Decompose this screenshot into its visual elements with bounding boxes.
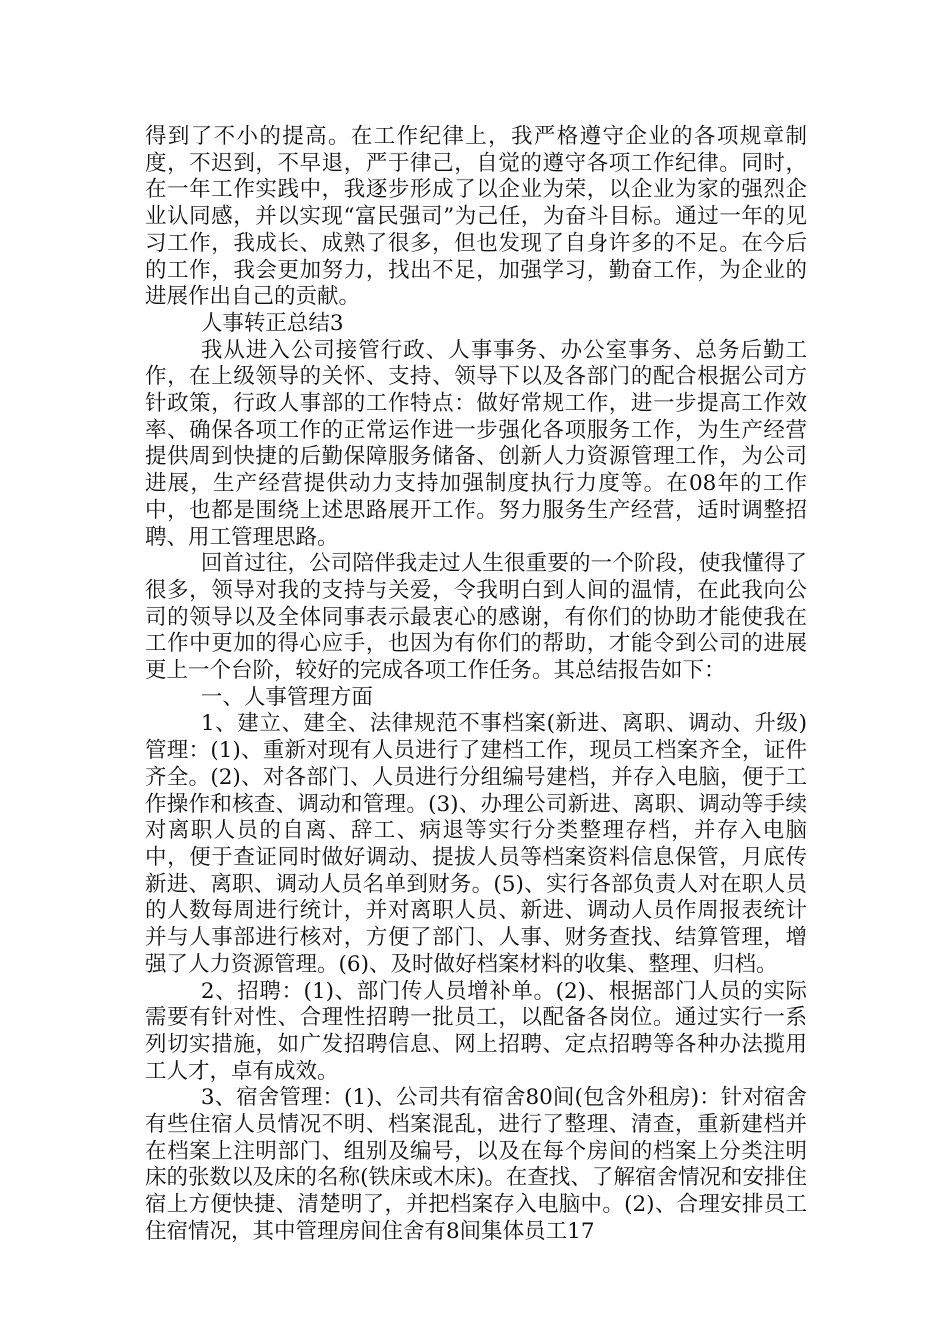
section-heading: 人事转正总结3 (200, 310, 344, 336)
paragraph-review: 回首过往，公司陪伴我走过人生很重要的一个阶段，使我懂得了很多，领导对我的支持与关爱，令我明白到人间的温情，在此我向公司的领导以及全体同事表示最衷心的感谢，有你们的协助才能使我在工作中更加的得心应手，也因为有你们的帮助，才能令到公司的进展更上一个台阶，较好的完成各项工作任务。其总结报告如下： (145, 551, 807, 684)
document-page (145, 124, 807, 1246)
paragraph-intro: 我从进入公司接管行政、人事事务、办公室事务、总务后勤工作，在上级领导的关怀、支持、领导下以及各部门的配合根据公司方针政策，行政人事部的工作特点：做好常规工作，进一步提高工作效率、确保各项工作的正常运作进一步强化各项服务工作，为生产经营提供周到快捷的后勤保障服务储备、创新人力资源管理工作，为公司进展，生产经营提供动力支持加强制度执行力度等。在08年的工作中，也都是围绕上述思路展开工作。努力服务生产经营，适时调整招聘、用工管理思路。 (145, 337, 807, 550)
paragraph-recruitment: 2、招聘：(1)、部门传人员增补单。(2)、根据部门人员的实际需要有针对性、合理性招聘一批员工，以配备各岗位。通过实行一系列切实措施，如广发招聘信息、网上招聘、定点招聘等各种办法揽用工人才，卓有成效。 (145, 978, 807, 1084)
subsection-heading: 一、人事管理方面 (200, 684, 373, 710)
paragraph-archives: 1、建立、建全、法律规范不事档案(新进、离职、调动、升级)管理：(1)、重新对现有人员进行了建档工作，现员工档案齐全，证件齐全。(2)、对各部门、人员进行分组编号建档，并存入电脑，便于工作操作和核查、调动和管理。(3)、办理公司新进、离职、调动等手续对离职人员的自离、辞工、病退等实行分类整理存档，并存入电脑中，便于查证同时做好调动、提拔人员等档案资料信息保管，月底传新进、离职、调动人员名单到财务。(5)、实行各部负责人对在职人员的人数每周进行统计，并对离职人员、新进、调动人员作周报表统计并与人事部进行核对，方便了部门、人事、财务查找、结算管理，增强了人力资源管理。(6)、及时做好档案材料的收集、整理、归档。 (145, 711, 807, 977)
paragraph-continuation: 得到了不小的提高。在工作纪律上，我严格遵守企业的各项规章制度，不迟到，不早退，严于律己，自觉的遵守各项工作纪律。同时，在一年工作实践中，我逐步形成了以企业为荣，以企业为家的强烈企业认同感，并以实现“富民强司”为己任，为奋斗目标。通过一年的见习工作，我成长、成熟了很多，但也发现了自身许多的不足。在今后的工作，我会更加努力，找出不足，加强学习，勤奋工作，为企业的进展作出自己的贡献。 (145, 124, 807, 310)
paragraph-dormitory: 3、宿舍管理：(1)、公司共有宿舍80间(包含外租房)：针对宿舍有些住宿人员情况不明、档案混乱，进行了整理、清查，重新建档并在档案上注明部门、组别及编号，以及在每个房间的档案上分类注明床的张数以及床的名称(铁床或木床)。在查找、了解宿舍情况和安排住宿上方便快捷、清楚明了，并把档案存入电脑中。(2)、合理安排员工住宿情况，其中管理房间住舍有8间集体员工17 (145, 1085, 807, 1244)
